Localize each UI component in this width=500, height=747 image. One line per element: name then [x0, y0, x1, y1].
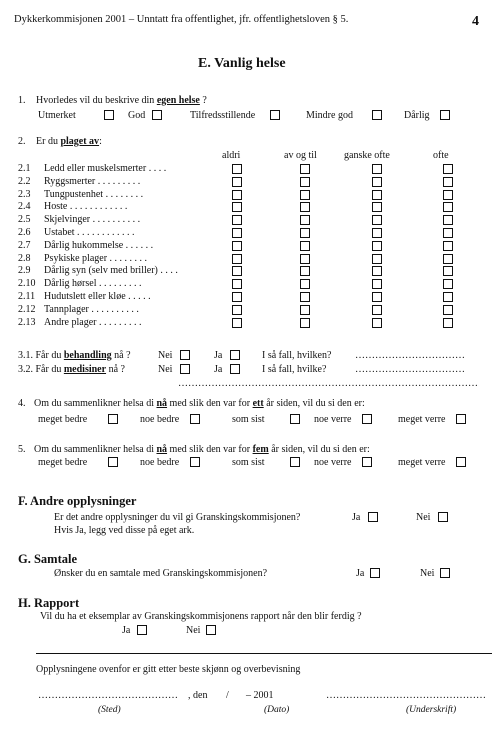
q2-item-checkbox-aldri[interactable]	[232, 215, 242, 225]
q2-item-checkbox-ofte[interactable]	[443, 266, 453, 276]
q2-item-checkbox-aldri[interactable]	[232, 318, 242, 328]
section-h-title: H. Rapport	[18, 596, 80, 610]
q5-option-label: meget bedre	[38, 457, 88, 468]
q2-item-number: 2.1	[18, 163, 31, 174]
q2-item-checkbox-ofte[interactable]	[443, 190, 453, 200]
q2-item-label: Dårlig syn (selv med briller) . . . .	[44, 265, 178, 277]
q5-text: Om du sammenlikner helsa di nå med slik den var for fem år siden, vil du si den er:	[34, 444, 370, 455]
q2-item-checkbox-ofte[interactable]	[443, 228, 453, 238]
q2-column-header: ganske ofte	[344, 150, 390, 161]
q2-item-checkbox-ofte[interactable]	[443, 202, 453, 212]
section-g-question: Ønsker du en samtale med Granskingskommisjonen?	[54, 568, 268, 579]
section-g-title: G. Samtale	[18, 552, 78, 566]
q4-option-label: som sist	[232, 414, 265, 425]
q1-option-label: Utmerket	[38, 110, 76, 121]
q2-item-label: Ustabet . . . . . . . . . . . .	[44, 227, 135, 238]
q2-item-checkbox-aldri[interactable]	[232, 305, 242, 315]
q1-checkbox-tilfredsstillende[interactable]	[270, 110, 280, 120]
q2-item-checkbox-ganske-ofte[interactable]	[372, 279, 382, 289]
q2-item-checkbox-ganske-ofte[interactable]	[372, 266, 382, 276]
q2-text: Er du plaget av:	[36, 136, 102, 147]
q2-item-checkbox-av-og-til[interactable]	[300, 292, 310, 302]
q2-item-checkbox-ofte[interactable]	[443, 292, 453, 302]
q2-column-header: aldri	[222, 150, 241, 161]
q2-item-number: 2.3	[18, 188, 31, 200]
q1-option-label: Tilfredsstillende	[190, 110, 256, 121]
sign-den-label: , den	[188, 690, 208, 701]
q2-item-number: 2.13	[18, 316, 36, 328]
section-h-question: Vil du ha et eksemplar av Granskingskommisjonens rapport når den blir ferdig ?	[40, 611, 362, 622]
q31-nei-checkbox[interactable]	[180, 350, 190, 360]
section-f-title: F. Andre opplysninger	[18, 494, 137, 508]
section-g-nei-checkbox[interactable]	[440, 568, 450, 578]
q2-item-checkbox-aldri[interactable]	[232, 190, 242, 200]
q2-item-checkbox-ofte[interactable]	[443, 215, 453, 225]
q2-item-checkbox-av-og-til[interactable]	[300, 279, 310, 289]
q5-option-label: som sist	[232, 457, 265, 468]
section-h-ja-label: Ja	[122, 625, 131, 636]
q1-number: 1.	[18, 95, 26, 106]
section-g-nei-label: Nei	[420, 568, 435, 579]
q2-item-checkbox-aldri[interactable]	[232, 279, 242, 289]
section-f-ja-label: Ja	[352, 512, 361, 523]
q2-item-checkbox-ganske-ofte[interactable]	[372, 254, 382, 264]
q2-item-label: Hudutslett eller kløe . . . . .	[44, 291, 151, 302]
q2-item-checkbox-av-og-til[interactable]	[300, 164, 310, 174]
q31-number: 3.1.	[18, 350, 33, 361]
section-h-nei-checkbox[interactable]	[206, 625, 216, 635]
q2-item-checkbox-aldri[interactable]	[232, 164, 242, 174]
q31-ja-checkbox[interactable]	[230, 350, 240, 360]
q4-text: Om du sammenlikner helsa di nå med slik den var for ett år siden, vil du si den er:	[34, 398, 365, 409]
q1-text: Hvorledes vil du beskrive din egen helse ?	[36, 95, 207, 106]
q5-option-checkbox[interactable]	[362, 457, 372, 467]
q2-item-number: 2.12	[18, 303, 36, 315]
q31-nei-label: Nei	[158, 350, 173, 361]
q2-item-checkbox-ofte[interactable]	[443, 164, 453, 174]
q32-ja-label: Ja	[214, 364, 223, 375]
sign-date-slash: /	[226, 690, 229, 701]
q4-option-label: meget verre	[398, 414, 446, 425]
q4-option-checkbox[interactable]	[290, 414, 300, 424]
q5-option-label: noe bedre	[140, 457, 180, 468]
section-f-nei-checkbox[interactable]	[438, 512, 448, 522]
q2-item-checkbox-aldri[interactable]	[232, 254, 242, 264]
q2-item-checkbox-ganske-ofte[interactable]	[372, 318, 382, 328]
section-f-nei-label: Nei	[416, 512, 431, 523]
q2-item-label: Tungpustenhet . . . . . . . .	[44, 188, 144, 200]
q2-item-label: Skjelvinger . . . . . . . . . .	[44, 214, 141, 226]
q2-item-checkbox-av-og-til[interactable]	[300, 254, 310, 264]
q2-item-checkbox-av-og-til[interactable]	[300, 202, 310, 212]
q2-item-number: 2.11	[18, 291, 36, 302]
q2-item-number: 2.4	[18, 201, 31, 213]
q5-option-checkbox[interactable]	[290, 457, 300, 467]
section-g-ja-checkbox[interactable]	[370, 568, 380, 578]
q2-item-label: Tannplager . . . . . . . . . .	[44, 303, 139, 315]
q32-follow-label: I så fall, hvilke?	[262, 364, 327, 375]
page-number: 4	[472, 14, 479, 29]
q2-item-checkbox-aldri[interactable]	[232, 202, 242, 212]
q2-item-checkbox-ganske-ofte[interactable]	[372, 305, 382, 315]
q1-checkbox-mindre-god[interactable]	[372, 110, 382, 120]
q2-item-checkbox-ofte[interactable]	[443, 177, 453, 187]
q1-option-label: God	[128, 110, 146, 121]
q2-item-checkbox-ofte[interactable]	[443, 279, 453, 289]
q1-checkbox-god[interactable]	[152, 110, 162, 120]
q2-item-checkbox-ganske-ofte[interactable]	[372, 292, 382, 302]
q31-answer-field[interactable]: ……………………………	[355, 350, 465, 361]
q4-option-checkbox[interactable]	[190, 414, 200, 424]
q5-option-label: noe verre	[314, 457, 352, 468]
q32-row	[18, 364, 125, 375]
sign-year: – 2001	[246, 690, 274, 701]
sign-place-field[interactable]: ……………………………………	[38, 690, 178, 701]
q5-option-label: meget verre	[398, 457, 446, 468]
footer-statement: Opplysningene ovenfor er gitt etter beste skjønn og overbevisning	[36, 664, 301, 675]
q5-number: 5.	[18, 444, 26, 455]
q2-item-checkbox-ofte[interactable]	[443, 241, 453, 251]
q4-option-label: noe bedre	[140, 414, 180, 425]
q4-option-label: noe verre	[314, 414, 352, 425]
q2-item-label: Andre plager . . . . . . . . .	[44, 316, 142, 328]
q1-option-label: Dårlig	[404, 110, 430, 121]
q4-option-checkbox[interactable]	[362, 414, 372, 424]
page-header: Dykkerkommisjonen 2001 – Unntatt fra offentlighet, jfr. offentlighetsloven § 5.	[14, 14, 349, 25]
q5-option-checkbox[interactable]	[456, 457, 466, 467]
q4-option-checkbox[interactable]	[456, 414, 466, 424]
q32-nei-checkbox[interactable]	[180, 364, 190, 374]
q2-item-number: 2.6	[18, 227, 31, 238]
q5-option-checkbox[interactable]	[108, 457, 118, 467]
q1-checkbox-darlig[interactable]	[440, 110, 450, 120]
q2-item-checkbox-ganske-ofte[interactable]	[372, 241, 382, 251]
q2-column-header: ofte	[433, 150, 449, 161]
q2-item-checkbox-av-og-til[interactable]	[300, 190, 310, 200]
q4-option-label: meget bedre	[38, 414, 88, 425]
q2-item-checkbox-ofte[interactable]	[443, 318, 453, 328]
q1-option-label: Mindre god	[306, 110, 353, 121]
q32-number: 3.2.	[18, 364, 33, 375]
section-h-ja-checkbox[interactable]	[137, 625, 147, 635]
q2-item-checkbox-aldri[interactable]	[232, 292, 242, 302]
q2-item-checkbox-ofte[interactable]	[443, 305, 453, 315]
q2-item-label: Hoste . . . . . . . . . . . .	[44, 201, 128, 213]
section-e-title: E. Vanlig helse	[198, 56, 286, 71]
section-f-ja-checkbox[interactable]	[368, 512, 378, 522]
q2-item-checkbox-ganske-ofte[interactable]	[372, 177, 382, 187]
q2-number: 2.	[18, 136, 26, 147]
q2-item-label: Dårlig hukommelse . . . . . .	[44, 239, 154, 251]
q2-item-checkbox-av-og-til[interactable]	[300, 228, 310, 238]
q2-item-checkbox-ganske-ofte[interactable]	[372, 202, 382, 212]
q2-item-label: Ledd eller muskelsmerter . . . .	[44, 163, 167, 174]
q2-item-checkbox-av-og-til[interactable]	[300, 215, 310, 225]
section-h-nei-label: Nei	[186, 625, 201, 636]
q2-item-number: 2.5	[18, 214, 31, 226]
q2-item-checkbox-aldri[interactable]	[232, 228, 242, 238]
q2-item-label: Ryggsmerter . . . . . . . . .	[44, 175, 141, 187]
q32-nei-label: Nei	[158, 364, 173, 375]
footer-divider	[36, 653, 492, 654]
q5-option-checkbox[interactable]	[190, 457, 200, 467]
q2-item-checkbox-av-og-til[interactable]	[300, 318, 310, 328]
q2-item-checkbox-ofte[interactable]	[443, 254, 453, 264]
q2-item-checkbox-aldri[interactable]	[232, 241, 242, 251]
q32-answer-field[interactable]: ……………………………	[355, 364, 465, 375]
q2-item-checkbox-av-og-til[interactable]	[300, 266, 310, 276]
q31-text: Får du behandling nå ?	[35, 350, 131, 361]
q2-item-checkbox-av-og-til[interactable]	[300, 305, 310, 315]
q31-ja-label: Ja	[214, 350, 223, 361]
q3-extra-answer-field[interactable]: ………………………………………………………………………………	[178, 378, 478, 389]
section-f-note: Hvis Ja, legg ved disse på eget ark.	[54, 525, 195, 536]
q32-text: Får du medisiner nå ?	[35, 364, 125, 375]
q2-item-number: 2.10	[18, 278, 36, 290]
q2-item-number: 2.2	[18, 175, 31, 187]
sign-date-caption: (Dato)	[264, 705, 290, 715]
q2-item-label: Psykiske plager . . . . . . . .	[44, 252, 148, 264]
q2-item-number: 2.9	[18, 265, 31, 277]
q2-item-number: 2.7	[18, 239, 31, 251]
q1-checkbox-utmerket[interactable]	[104, 110, 114, 120]
q2-item-checkbox-ganske-ofte[interactable]	[372, 190, 382, 200]
q31-follow-label: I så fall, hvilken?	[262, 350, 332, 361]
q2-item-checkbox-av-og-til[interactable]	[300, 177, 310, 187]
section-f-question: Er det andre opplysninger du vil gi Granskingskommisjonen?	[54, 512, 301, 523]
q2-item-checkbox-ganske-ofte[interactable]	[372, 215, 382, 225]
q2-column-header: av og til	[284, 150, 317, 161]
q2-item-number: 2.8	[18, 252, 31, 264]
sign-signature-field[interactable]: …………………………………………	[326, 690, 486, 701]
q2-item-checkbox-av-og-til[interactable]	[300, 241, 310, 251]
q2-item-label: Dårlig hørsel . . . . . . . . .	[44, 278, 142, 290]
section-g-ja-label: Ja	[356, 568, 365, 579]
sign-signature-caption: (Underskrift)	[406, 705, 457, 715]
q32-ja-checkbox[interactable]	[230, 364, 240, 374]
q2-item-checkbox-aldri[interactable]	[232, 266, 242, 276]
sign-place-caption: (Sted)	[98, 705, 121, 715]
q4-number: 4.	[18, 398, 26, 409]
q2-item-checkbox-ganske-ofte[interactable]	[372, 228, 382, 238]
q31-row	[18, 350, 131, 361]
q2-item-checkbox-aldri[interactable]	[232, 177, 242, 187]
q2-item-checkbox-ganske-ofte[interactable]	[372, 164, 382, 174]
q4-option-checkbox[interactable]	[108, 414, 118, 424]
